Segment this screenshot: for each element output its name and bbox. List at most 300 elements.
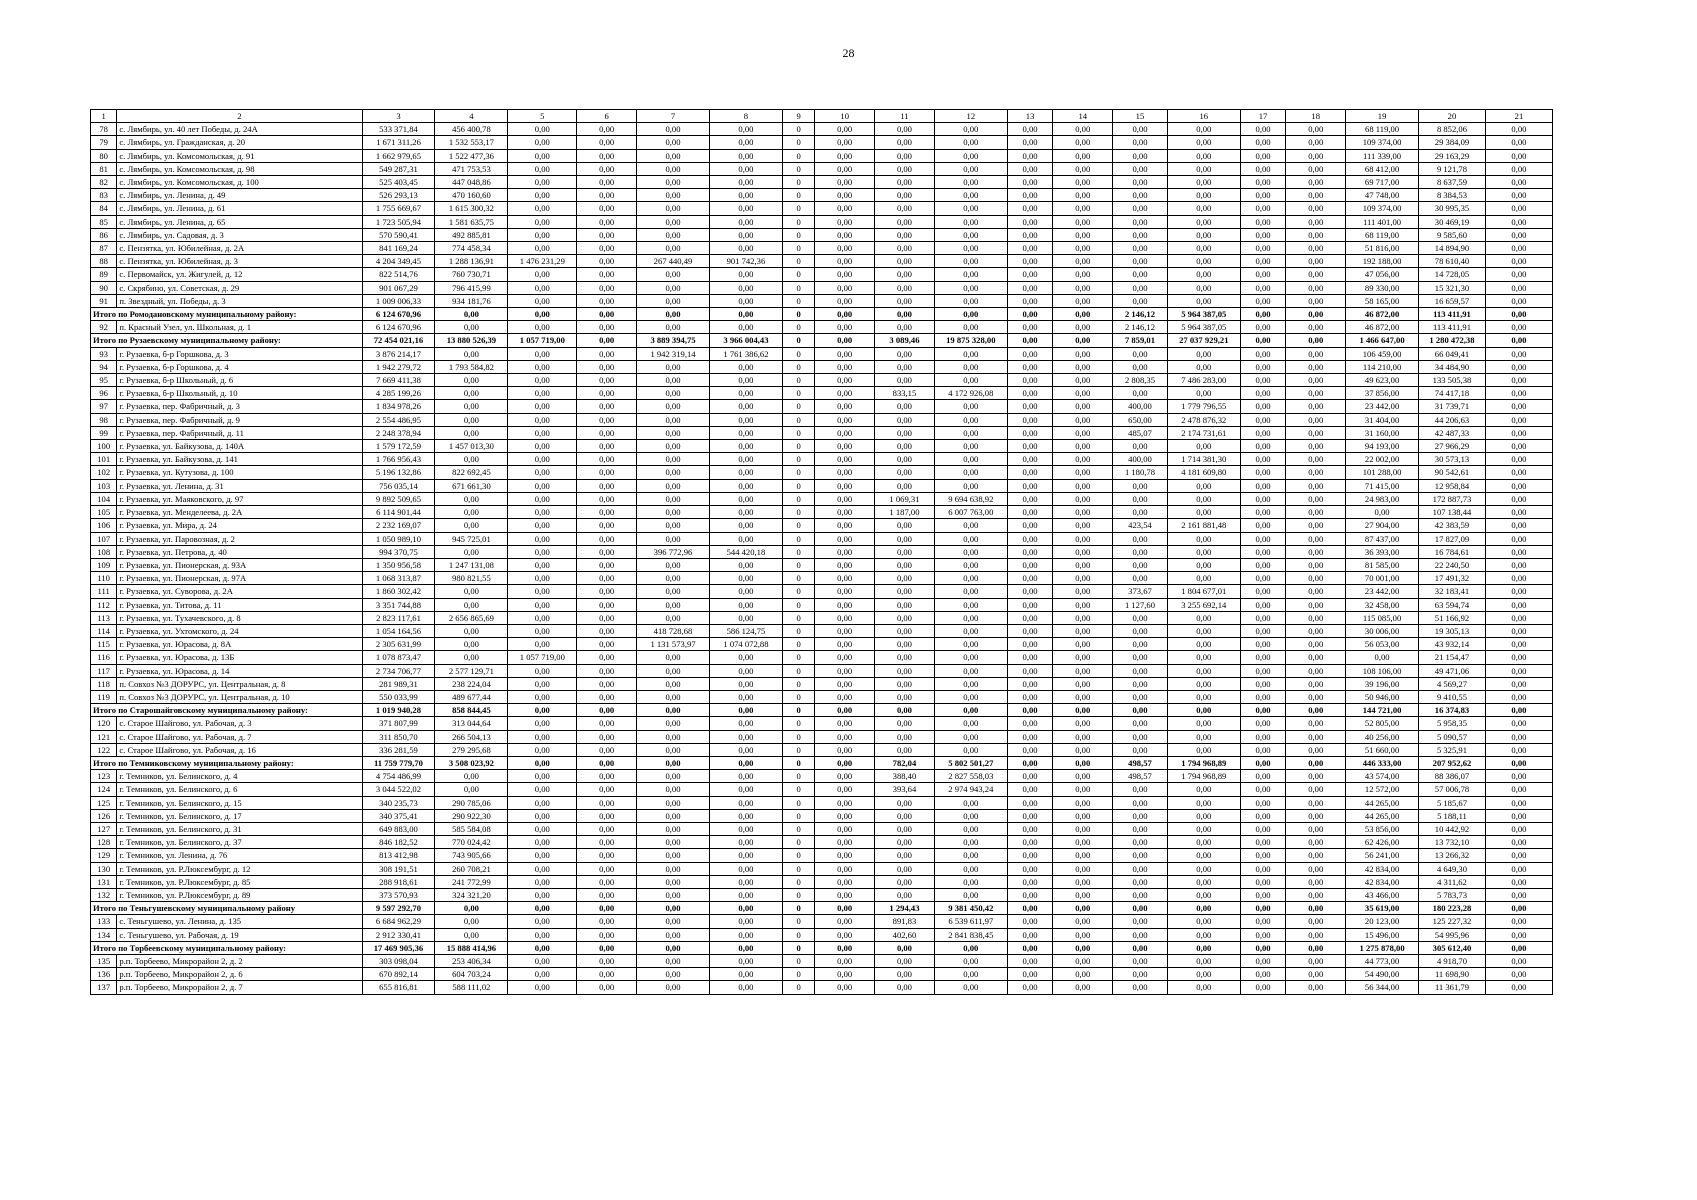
- row-number: 111: [91, 585, 117, 598]
- value-cell: 0,00: [934, 585, 1007, 598]
- value-cell: 0,00: [1007, 440, 1053, 453]
- value-cell: 0,00: [1053, 572, 1113, 585]
- value-cell: 1 009 006,33: [362, 294, 435, 307]
- value-cell: 0,00: [1485, 796, 1552, 809]
- value-cell: 260 708,21: [435, 862, 508, 875]
- value-cell: 0: [782, 532, 814, 545]
- value-cell: 1 581 635,75: [435, 215, 508, 228]
- value-cell: 0,00: [577, 809, 637, 822]
- value-cell: 756 035,14: [362, 479, 435, 492]
- column-header: 1: [91, 110, 117, 123]
- value-cell: 0,00: [709, 717, 782, 730]
- value-cell: 0,00: [934, 849, 1007, 862]
- value-cell: 0,00: [637, 440, 710, 453]
- value-cell: 9 121,78: [1419, 162, 1486, 175]
- value-cell: 0,00: [1167, 268, 1240, 281]
- value-cell: 9 694 638,92: [934, 492, 1007, 505]
- value-cell: 0,00: [1053, 955, 1113, 968]
- row-number: 122: [91, 743, 117, 756]
- row-number: 84: [91, 202, 117, 215]
- value-cell: 0,00: [934, 624, 1007, 637]
- value-cell: 0,00: [934, 426, 1007, 439]
- value-cell: 0,00: [1113, 888, 1168, 901]
- value-cell: 0,00: [1346, 651, 1419, 664]
- value-cell: 113 411,91: [1419, 308, 1486, 321]
- table-row: [91, 955, 1553, 968]
- value-cell: 0,00: [1485, 928, 1552, 941]
- value-cell: 0,00: [1113, 902, 1168, 915]
- value-cell: 0,00: [1113, 730, 1168, 743]
- table-row: [91, 453, 1553, 466]
- value-cell: 649 883,00: [362, 822, 435, 835]
- value-cell: 0: [782, 915, 814, 928]
- value-cell: 0,00: [934, 413, 1007, 426]
- value-cell: 0,00: [1113, 255, 1168, 268]
- value-cell: 0,00: [1007, 888, 1053, 901]
- value-cell: 0: [782, 809, 814, 822]
- value-cell: 0: [782, 268, 814, 281]
- value-cell: 0,00: [1053, 743, 1113, 756]
- value-cell: 5 964 387,05: [1167, 321, 1240, 334]
- row-number: 99: [91, 426, 117, 439]
- value-cell: 0,00: [577, 453, 637, 466]
- value-cell: 0,00: [875, 677, 935, 690]
- value-cell: 0,00: [435, 770, 508, 783]
- value-cell: 0,00: [1113, 479, 1168, 492]
- column-header: 9: [782, 110, 814, 123]
- address-cell: с. Лямбирь, ул. Комсомольская, д. 100: [117, 176, 362, 189]
- value-cell: 0,00: [709, 730, 782, 743]
- value-cell: 0,00: [1240, 255, 1286, 268]
- value-cell: 0,00: [1053, 176, 1113, 189]
- value-cell: 588 111,02: [435, 981, 508, 994]
- value-cell: 0,00: [1053, 479, 1113, 492]
- column-header: 19: [1346, 110, 1419, 123]
- value-cell: 0,00: [508, 347, 577, 360]
- value-cell: 68 119,00: [1346, 228, 1419, 241]
- value-cell: 0: [782, 466, 814, 479]
- value-cell: 0,00: [1053, 624, 1113, 637]
- value-cell: 0,00: [875, 941, 935, 954]
- value-cell: 0,00: [1485, 519, 1552, 532]
- value-cell: 0,00: [637, 479, 710, 492]
- value-cell: 0,00: [1286, 387, 1346, 400]
- value-cell: 0,00: [1485, 638, 1552, 651]
- value-cell: 2 174 731,61: [1167, 426, 1240, 439]
- value-cell: 27 966,29: [1419, 440, 1486, 453]
- value-cell: 0,00: [1485, 902, 1552, 915]
- value-cell: 1 068 313,87: [362, 572, 435, 585]
- table-row: [91, 255, 1553, 268]
- value-cell: 4 649,30: [1419, 862, 1486, 875]
- value-cell: 1 057 719,00: [508, 651, 577, 664]
- value-cell: 0,00: [1113, 809, 1168, 822]
- value-cell: 0,00: [1053, 902, 1113, 915]
- value-cell: 0,00: [1053, 281, 1113, 294]
- value-cell: 0,00: [637, 875, 710, 888]
- value-cell: 19 875 328,00: [934, 334, 1007, 347]
- value-cell: 0,00: [934, 651, 1007, 664]
- value-cell: 0,00: [435, 651, 508, 664]
- value-cell: 0,00: [1485, 268, 1552, 281]
- table-row: [91, 624, 1553, 637]
- value-cell: 0,00: [1007, 360, 1053, 373]
- value-cell: 0,00: [934, 321, 1007, 334]
- value-cell: 0,00: [1240, 387, 1286, 400]
- value-cell: 393,64: [875, 783, 935, 796]
- value-cell: 0: [782, 492, 814, 505]
- value-cell: 0,00: [875, 426, 935, 439]
- value-cell: 1 050 989,10: [362, 532, 435, 545]
- value-cell: 0,00: [875, 955, 935, 968]
- value-cell: 0,00: [1485, 136, 1552, 149]
- value-cell: 106 459,00: [1346, 347, 1419, 360]
- value-cell: 0,00: [577, 347, 637, 360]
- value-cell: 0,00: [1286, 888, 1346, 901]
- value-cell: 0: [782, 888, 814, 901]
- value-cell: 0,00: [1240, 638, 1286, 651]
- value-cell: 0,00: [934, 532, 1007, 545]
- value-cell: 1 834 978,26: [362, 400, 435, 413]
- value-cell: 400,00: [1113, 453, 1168, 466]
- value-cell: 0,00: [1286, 136, 1346, 149]
- address-cell: г. Темников, ул. Р.Люксембург, д. 12: [117, 862, 362, 875]
- value-cell: 402,60: [875, 928, 935, 941]
- value-cell: 0,00: [815, 426, 875, 439]
- value-cell: 0,00: [1485, 255, 1552, 268]
- value-cell: 0,00: [1286, 664, 1346, 677]
- value-cell: 0,00: [1007, 532, 1053, 545]
- value-cell: 0,00: [1240, 426, 1286, 439]
- value-cell: 1 755 669,67: [362, 202, 435, 215]
- value-cell: 8 852,06: [1419, 123, 1486, 136]
- value-cell: 107 138,44: [1419, 506, 1486, 519]
- value-cell: 0,00: [637, 308, 710, 321]
- value-cell: 0,00: [1286, 822, 1346, 835]
- value-cell: 0,00: [1485, 294, 1552, 307]
- value-cell: 0: [782, 506, 814, 519]
- value-cell: 0,00: [1485, 611, 1552, 624]
- value-cell: 0,00: [934, 400, 1007, 413]
- value-cell: 0,00: [934, 941, 1007, 954]
- value-cell: 0,00: [1240, 149, 1286, 162]
- value-cell: 0: [782, 228, 814, 241]
- value-cell: 0,00: [637, 215, 710, 228]
- value-cell: 0,00: [1113, 968, 1168, 981]
- value-cell: 0: [782, 822, 814, 835]
- page-number: 28: [842, 46, 855, 60]
- value-cell: 0,00: [577, 690, 637, 703]
- value-cell: 0,00: [637, 955, 710, 968]
- value-cell: 207 952,62: [1419, 756, 1486, 769]
- value-cell: 0,00: [875, 360, 935, 373]
- value-cell: 0,00: [1007, 796, 1053, 809]
- value-cell: 0,00: [1007, 347, 1053, 360]
- value-cell: 373,67: [1113, 585, 1168, 598]
- value-cell: 0,00: [508, 624, 577, 637]
- row-number: 95: [91, 374, 117, 387]
- value-cell: 0,00: [508, 915, 577, 928]
- value-cell: 0,00: [1007, 162, 1053, 175]
- value-cell: 0,00: [1113, 176, 1168, 189]
- value-cell: 0,00: [577, 281, 637, 294]
- value-cell: 0,00: [1167, 875, 1240, 888]
- value-cell: 0,00: [1485, 189, 1552, 202]
- value-cell: 0,00: [1007, 400, 1053, 413]
- value-cell: 0,00: [815, 624, 875, 637]
- value-cell: 0,00: [577, 849, 637, 862]
- value-cell: 0,00: [508, 360, 577, 373]
- value-cell: 0,00: [1240, 532, 1286, 545]
- value-cell: 0,00: [1286, 783, 1346, 796]
- value-cell: 0,00: [435, 308, 508, 321]
- subtotal-row: [91, 704, 1553, 717]
- value-cell: 56 241,00: [1346, 849, 1419, 862]
- subtotal-label: Итого по Темниковскому муниципальному району:: [91, 756, 363, 769]
- value-cell: 0: [782, 176, 814, 189]
- value-cell: 43 932,14: [1419, 638, 1486, 651]
- value-cell: 2 912 330,41: [362, 928, 435, 941]
- value-cell: 0,00: [508, 162, 577, 175]
- value-cell: 456 400,78: [435, 123, 508, 136]
- value-cell: 498,57: [1113, 770, 1168, 783]
- value-cell: 0,00: [1485, 756, 1552, 769]
- value-cell: 0,00: [1053, 374, 1113, 387]
- value-cell: 0: [782, 149, 814, 162]
- value-cell: 0,00: [709, 492, 782, 505]
- value-cell: 0,00: [577, 783, 637, 796]
- value-cell: 1 793 584,82: [435, 360, 508, 373]
- value-cell: 0,00: [1053, 360, 1113, 373]
- value-cell: 144 721,00: [1346, 704, 1419, 717]
- value-cell: 35 619,00: [1346, 902, 1419, 915]
- value-cell: 30 006,00: [1346, 624, 1419, 637]
- value-cell: 51 166,92: [1419, 611, 1486, 624]
- value-cell: 0,00: [1007, 875, 1053, 888]
- column-header: 3: [362, 110, 435, 123]
- value-cell: 0,00: [577, 902, 637, 915]
- value-cell: 78 610,40: [1419, 255, 1486, 268]
- value-cell: 0,00: [1286, 255, 1346, 268]
- value-cell: 0,00: [1007, 955, 1053, 968]
- value-cell: 0,00: [1007, 849, 1053, 862]
- value-cell: 7 669 411,38: [362, 374, 435, 387]
- row-number: 132: [91, 888, 117, 901]
- value-cell: 0,00: [1053, 836, 1113, 849]
- table-row: [91, 598, 1553, 611]
- value-cell: 0,00: [1053, 611, 1113, 624]
- value-cell: 0,00: [637, 704, 710, 717]
- value-cell: 0,00: [815, 651, 875, 664]
- address-cell: г. Рузаевка, ул. Паровозная, д. 2: [117, 532, 362, 545]
- value-cell: 0,00: [709, 453, 782, 466]
- value-cell: 1 662 979,65: [362, 149, 435, 162]
- value-cell: 11 361,79: [1419, 981, 1486, 994]
- value-cell: 0,00: [1053, 849, 1113, 862]
- value-cell: 0,00: [875, 981, 935, 994]
- value-cell: 0,00: [934, 202, 1007, 215]
- value-cell: 0,00: [508, 453, 577, 466]
- row-number: 89: [91, 268, 117, 281]
- value-cell: 0,00: [1167, 506, 1240, 519]
- value-cell: 0,00: [1240, 308, 1286, 321]
- value-cell: 0,00: [875, 638, 935, 651]
- value-cell: 0: [782, 981, 814, 994]
- value-cell: 0,00: [1053, 308, 1113, 321]
- value-cell: 0,00: [1007, 770, 1053, 783]
- value-cell: 0,00: [1485, 387, 1552, 400]
- value-cell: 0,00: [1007, 215, 1053, 228]
- value-cell: 44 265,00: [1346, 809, 1419, 822]
- value-cell: 0,00: [815, 466, 875, 479]
- value-cell: 0,00: [1485, 809, 1552, 822]
- value-cell: 1 671 311,26: [362, 136, 435, 149]
- value-cell: 0,00: [709, 915, 782, 928]
- value-cell: 2 232 169,07: [362, 519, 435, 532]
- value-cell: 0,00: [1007, 822, 1053, 835]
- value-cell: 32 183,41: [1419, 585, 1486, 598]
- value-cell: 0,00: [1007, 862, 1053, 875]
- value-cell: 0,00: [815, 492, 875, 505]
- value-cell: 27 904,00: [1346, 519, 1419, 532]
- value-cell: 0,00: [1286, 902, 1346, 915]
- value-cell: 0,00: [934, 228, 1007, 241]
- value-cell: 0,00: [709, 374, 782, 387]
- value-cell: 0,00: [1485, 202, 1552, 215]
- value-cell: 0: [782, 624, 814, 637]
- table-row: [91, 664, 1553, 677]
- row-number: 118: [91, 677, 117, 690]
- address-cell: г. Рузаевка, пер. Фабричный, д. 9: [117, 413, 362, 426]
- value-cell: 0,00: [1485, 730, 1552, 743]
- value-cell: 0,00: [1167, 862, 1240, 875]
- value-cell: 0,00: [875, 849, 935, 862]
- value-cell: 0,00: [934, 875, 1007, 888]
- value-cell: 0,00: [934, 453, 1007, 466]
- value-cell: 0,00: [508, 836, 577, 849]
- value-cell: 934 181,76: [435, 294, 508, 307]
- address-cell: г. Темников, ул. Белинского, д. 37: [117, 836, 362, 849]
- value-cell: 30 573,13: [1419, 453, 1486, 466]
- value-cell: 0,00: [1240, 572, 1286, 585]
- value-cell: 0,00: [1167, 123, 1240, 136]
- value-cell: 0,00: [1286, 374, 1346, 387]
- value-cell: 0,00: [637, 717, 710, 730]
- value-cell: 0,00: [1286, 756, 1346, 769]
- value-cell: 0: [782, 294, 814, 307]
- value-cell: 42 383,59: [1419, 519, 1486, 532]
- value-cell: 13 732,10: [1419, 836, 1486, 849]
- value-cell: 0,00: [508, 717, 577, 730]
- value-cell: 43 574,00: [1346, 770, 1419, 783]
- value-cell: 0,00: [1240, 968, 1286, 981]
- value-cell: 0,00: [435, 928, 508, 941]
- value-cell: 22 240,50: [1419, 558, 1486, 571]
- subtotal-row: [91, 902, 1553, 915]
- value-cell: 0,00: [1053, 149, 1113, 162]
- value-cell: 57 006,78: [1419, 783, 1486, 796]
- value-cell: 0,00: [637, 585, 710, 598]
- value-cell: 0,00: [637, 136, 710, 149]
- value-cell: 0,00: [1007, 783, 1053, 796]
- value-cell: 12 958,84: [1419, 479, 1486, 492]
- value-cell: 0,00: [508, 955, 577, 968]
- value-cell: 0,00: [435, 598, 508, 611]
- value-cell: 0,00: [875, 202, 935, 215]
- value-cell: 0,00: [637, 743, 710, 756]
- value-cell: 0,00: [875, 149, 935, 162]
- value-cell: 0,00: [1053, 651, 1113, 664]
- value-cell: 1 187,00: [875, 506, 935, 519]
- value-cell: 0,00: [1113, 294, 1168, 307]
- value-cell: 0,00: [577, 387, 637, 400]
- value-cell: 0,00: [815, 770, 875, 783]
- value-cell: 0,00: [709, 928, 782, 941]
- value-cell: 0,00: [1286, 176, 1346, 189]
- value-cell: 0,00: [1240, 941, 1286, 954]
- value-cell: 0,00: [934, 294, 1007, 307]
- value-cell: 0,00: [637, 242, 710, 255]
- row-number: 117: [91, 664, 117, 677]
- value-cell: 0,00: [1053, 228, 1113, 241]
- row-number: 115: [91, 638, 117, 651]
- value-cell: 0,00: [637, 506, 710, 519]
- value-cell: 0,00: [435, 624, 508, 637]
- value-cell: 111 339,00: [1346, 149, 1419, 162]
- value-cell: 0,00: [1167, 202, 1240, 215]
- value-cell: 267 440,49: [637, 255, 710, 268]
- value-cell: 0,00: [875, 558, 935, 571]
- value-cell: 0,00: [1167, 928, 1240, 941]
- address-cell: г. Темников, ул. Белинского, д. 31: [117, 822, 362, 835]
- value-cell: 0,00: [577, 955, 637, 968]
- value-cell: 56 053,00: [1346, 638, 1419, 651]
- value-cell: 5 958,35: [1419, 717, 1486, 730]
- value-cell: 0,00: [508, 294, 577, 307]
- value-cell: 6 124 670,96: [362, 308, 435, 321]
- value-cell: 0,00: [1485, 334, 1552, 347]
- table-row: [91, 479, 1553, 492]
- value-cell: 39 196,00: [1346, 677, 1419, 690]
- value-cell: 0,00: [815, 334, 875, 347]
- value-cell: 544 420,18: [709, 545, 782, 558]
- value-cell: 3 966 004,43: [709, 334, 782, 347]
- value-cell: 471 753,53: [435, 162, 508, 175]
- address-cell: р.п. Торбеево, Микрорайон 2, д. 6: [117, 968, 362, 981]
- value-cell: 0,00: [709, 519, 782, 532]
- value-cell: 0,00: [1240, 677, 1286, 690]
- value-cell: 550 033,99: [362, 690, 435, 703]
- address-cell: с. Теньгушево, ул. Ленина, д. 135: [117, 915, 362, 928]
- value-cell: 0,00: [709, 426, 782, 439]
- subtotal-label: Итого по Теньгушевскому муниципальному району: [91, 902, 363, 915]
- value-cell: 0,00: [1167, 915, 1240, 928]
- table-row: [91, 730, 1553, 743]
- table-row: [91, 162, 1553, 175]
- value-cell: 279 295,68: [435, 743, 508, 756]
- value-cell: 0,00: [1007, 730, 1053, 743]
- value-cell: 11 698,90: [1419, 968, 1486, 981]
- value-cell: 0,00: [875, 242, 935, 255]
- table-row: [91, 783, 1553, 796]
- value-cell: 0,00: [577, 572, 637, 585]
- address-cell: с. Лямбирь, ул. Комсомольская, д. 91: [117, 149, 362, 162]
- value-cell: 0,00: [1007, 308, 1053, 321]
- address-cell: г. Рузаевка, пер. Фабричный, д. 11: [117, 426, 362, 439]
- row-number: 94: [91, 360, 117, 373]
- value-cell: 0,00: [577, 294, 637, 307]
- value-cell: 0,00: [1286, 770, 1346, 783]
